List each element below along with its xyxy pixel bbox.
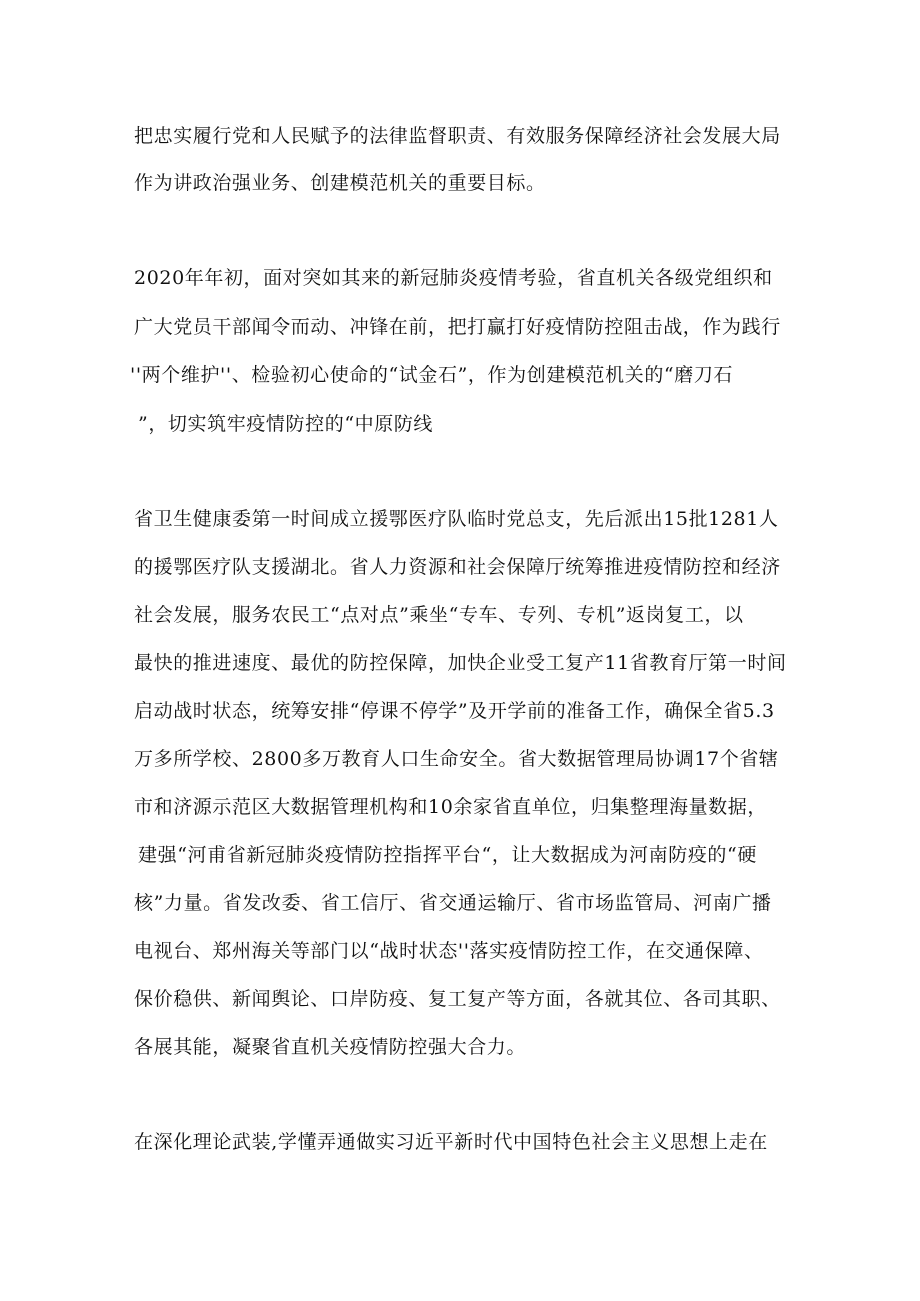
- text-line: 省卫生健康委第一时间成立援鄂医疗队临时党总支，先后派出15批1281人: [134, 508, 779, 530]
- paragraph-3-line-4: [0, 649, 920, 689]
- paragraph-2-line-2: [0, 313, 920, 353]
- text-line: 保价稳供、新闻舆论、口岸防疫、复工复产等方面，各就其位、各司其职、: [134, 988, 781, 1010]
- text-line: ”，切实筑牢疫情防控的“中原防线: [138, 413, 434, 435]
- paragraph-3-line-5: [0, 697, 920, 737]
- paragraph-1-line-2: [0, 169, 920, 209]
- text-line: 广大党员干部闻令而动、冲锋在前，把打赢打好疫情防控阻击战，作为践行: [134, 316, 781, 338]
- text-line: 最快的推进速度、最优的防控保障，加快企业受工复产11省教育厅第一时间: [134, 652, 787, 674]
- text-line: ''两个维护''、检验初心使命的“试金石”，作为创建模范机关的“磨刀石: [130, 364, 734, 386]
- paragraph-3-line-8: [0, 841, 920, 881]
- paragraph-3-line-12: [0, 1033, 920, 1073]
- paragraph-3-line-10: [0, 937, 920, 977]
- paragraph-1-line-1: [0, 122, 920, 162]
- text-line: 市和济源示范区大数据管理机构和10余家省直单位，归集整理海量数据，: [134, 796, 767, 818]
- text-line: 社会发展，服务农民工“点对点”乘坐“专车、专列、专机”返岗复工，以: [134, 604, 744, 626]
- text-line: 作为讲政治强业务、创建模范机关的重要目标。: [134, 172, 546, 194]
- text-line: 2020年年初，面对突如其来的新冠肺炎疫情考验，省直机关各级党组织和: [134, 267, 773, 289]
- text-line: 各展其能，凝聚省直机关疫情防控强大合力。: [134, 1036, 527, 1058]
- paragraph-2-line-3: [0, 361, 920, 401]
- paragraph-3-line-2: [0, 553, 920, 593]
- text-line: 电视台、郑州海关等部门以“战时状态''落实疫情防控工作，在交通保障、: [134, 940, 764, 962]
- text-line: 万多所学校、2800多万教育人口生命安全。省大数据管理局协调17个省辖: [134, 748, 779, 770]
- paragraph-2-line-1: [0, 264, 920, 304]
- text-line: 的援鄂医疗队支援湖北。省人力资源和社会保障厅统筹推进疫情防控和经济: [134, 556, 781, 578]
- text-line: 启动战时状态，统筹安排“停课不停学”及开学前的准备工作，确保全省5.3: [134, 700, 775, 722]
- text-line: 在深化理论武装,学懂弄通做实习近平新时代中国特色社会主义思想上走在: [134, 1131, 768, 1153]
- paragraph-3-line-7: [0, 793, 920, 833]
- paragraph-3-line-6: [0, 745, 920, 785]
- paragraph-3-line-3: [0, 601, 920, 641]
- paragraph-3-line-9: [0, 889, 920, 929]
- paragraph-4-line-1: [0, 1128, 920, 1168]
- paragraph-2-line-4: [0, 410, 920, 450]
- paragraph-3-line-11: [0, 985, 920, 1025]
- text-line: 把忠实履行党和人民赋予的法律监督职责、有效服务保障经济社会发展大局: [134, 125, 781, 147]
- text-line: 建强“河甫省新冠肺炎疫情防控指挥平台“，让大数据成为河南防疫的“硬: [138, 844, 757, 866]
- paragraph-3-line-1: [0, 505, 920, 545]
- text-line: 核”力量。省发改委、省工信厅、省交通运输厅、省市场监管局、河南广播: [134, 892, 772, 914]
